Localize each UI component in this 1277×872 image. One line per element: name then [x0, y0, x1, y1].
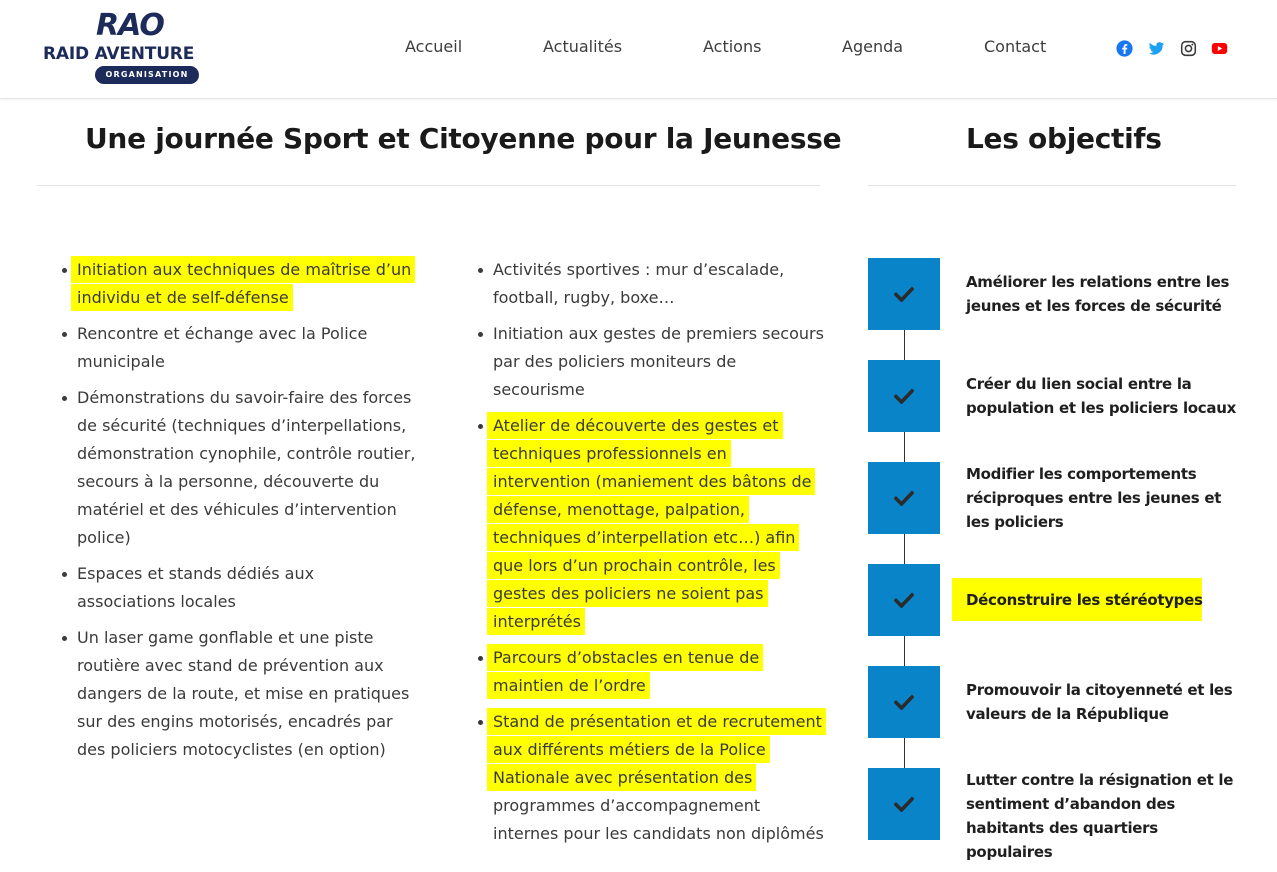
highlighted-text: Atelier de découverte des gestes et techniques professionnels en intervention (maniement des bâtons de défense, menottage, palpation, techniques d’interpellation etc…) afin que lors d’un prochain contrôle, les gestes des policiers ne soient pas interprétés — [487, 412, 815, 635]
list-item: Rencontre et échange avec la Police municipale — [77, 320, 417, 376]
nav-item-actions[interactable]: Actions — [703, 37, 762, 56]
highlighted-text: Initiation aux techniques de maîtrise d’un individu et de self-défense — [71, 256, 415, 311]
twitter-icon[interactable] — [1148, 40, 1165, 57]
objective-text: Lutter contre la résignation et le sentiment d’abandon des habitants des quartiers populaires — [966, 771, 1234, 861]
list-item: Démonstrations du savoir-faire des forces de sécurité (techniques d’interpellations, démonstration cynophile, contrôle routier, secours à la personne, découverte du matériel et des véhicules d’intervention police) — [77, 384, 417, 552]
check-icon — [894, 796, 914, 812]
highlighted-text: Stand de présentation et de recrutement aux différents métiers de la Police Nationale avec présentation des — [487, 708, 826, 791]
list-item — [493, 412, 828, 636]
list-item-text: programmes d’accompagnement internes pour les candidats non diplômés — [493, 796, 824, 843]
check-icon — [894, 490, 914, 506]
objective-check-box — [868, 768, 940, 840]
facebook-icon[interactable] — [1116, 40, 1133, 57]
list-item — [493, 708, 828, 848]
check-icon — [894, 286, 914, 302]
objective-check-box — [868, 258, 940, 330]
list-item: Espaces et stands dédiés aux associations locales — [77, 560, 417, 616]
objective-check-box — [868, 564, 940, 636]
youtube-icon[interactable] — [1211, 40, 1228, 57]
logo-tagline: ORGANISATION — [95, 66, 199, 84]
list-item — [493, 644, 828, 700]
instagram-icon[interactable] — [1180, 40, 1197, 57]
activities-list-2 — [493, 256, 828, 856]
list-item: Un laser game gonflable et une piste routière avec stand de prévention aux dangers de la route, et mise en pratiques sur des engins motorisés, encadrés par des policiers motocyclistes (en option) — [77, 624, 417, 764]
logo-monogram: RAO — [96, 8, 164, 43]
objective-text: Améliorer les relations entre les jeunes et les forces de sécurité — [966, 273, 1230, 315]
site-logo[interactable] — [40, 10, 255, 88]
nav-item-contact[interactable]: Contact — [984, 37, 1047, 56]
check-icon — [894, 694, 914, 710]
list-item: Initiation aux gestes de premiers secours par des policiers moniteurs de secourisme — [493, 320, 828, 404]
objectives-title: Les objectifs — [966, 122, 1162, 155]
objective-text: Promouvoir la citoyenneté et les valeurs de la République — [966, 681, 1233, 723]
objectives-divider — [868, 185, 1236, 186]
activities-list-1 — [77, 256, 417, 772]
check-icon — [894, 388, 914, 404]
objective-text: Modifier les comportements réciproques entre les jeunes et les policiers — [966, 465, 1222, 531]
highlighted-text: Parcours d’obstacles en tenue de maintien de l’ordre — [487, 644, 763, 699]
check-icon — [894, 592, 914, 608]
objective-check-box — [868, 462, 940, 534]
nav-item-actualites[interactable]: Actualités — [543, 37, 623, 56]
list-item: Activités sportives : mur d’escalade, football, rugby, boxe… — [493, 256, 828, 312]
objective-text: Déconstruire les stéréotypes — [966, 591, 1203, 609]
nav-item-agenda[interactable]: Agenda — [842, 37, 904, 56]
objective-text: Créer du lien social entre la population et les policiers locaux — [966, 375, 1236, 417]
title-divider — [37, 185, 820, 186]
site-header — [0, 0, 1277, 99]
logo-name: RAID AVENTURE — [43, 44, 195, 64]
page-title: Une journée Sport et Citoyenne pour la Jeunesse — [85, 122, 842, 155]
nav-item-accueil[interactable]: Accueil — [405, 37, 463, 56]
list-item — [77, 256, 417, 312]
objective-check-box — [868, 360, 940, 432]
objective-check-box — [868, 666, 940, 738]
